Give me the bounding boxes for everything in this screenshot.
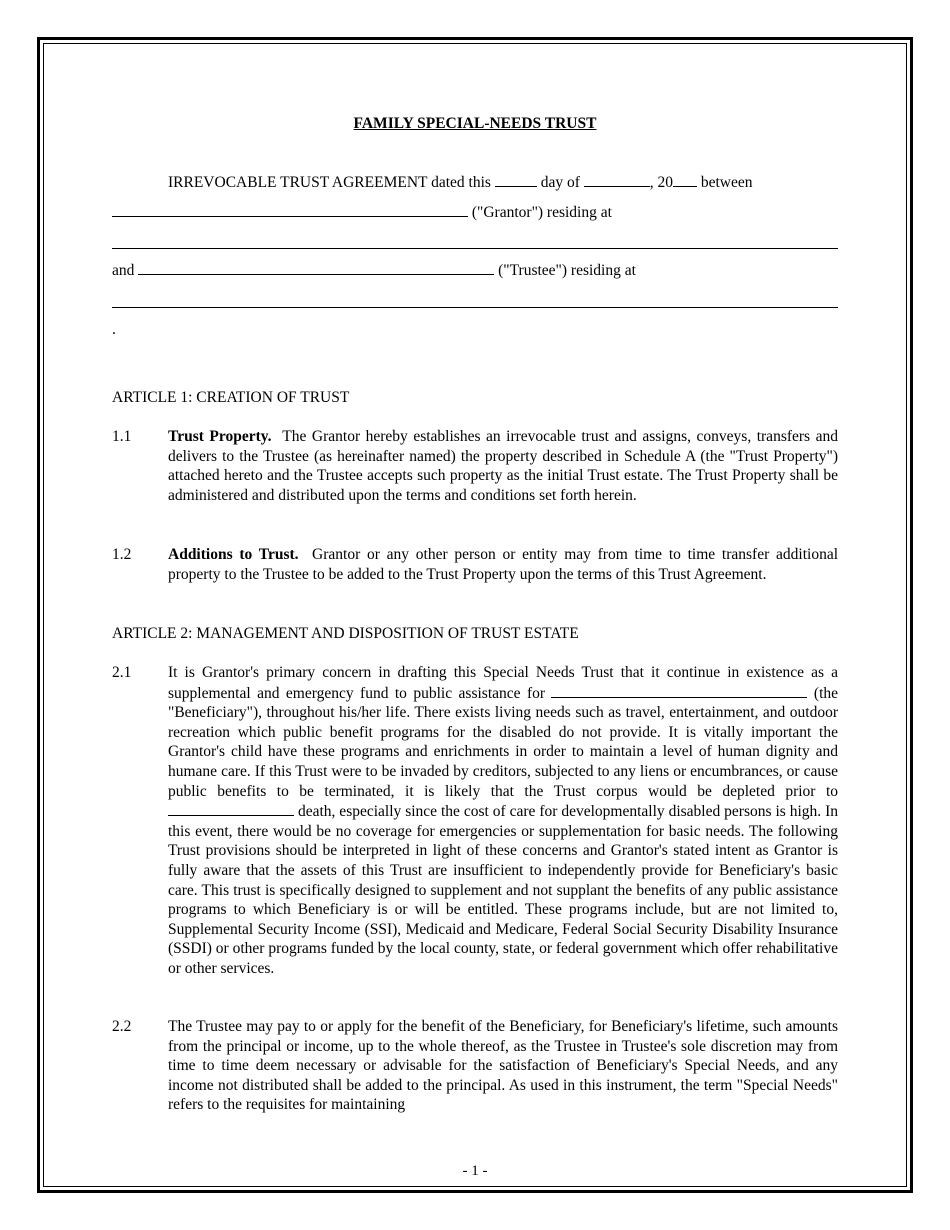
section-2-2-number: 2.2: [112, 1018, 132, 1035]
beneficiary-possessive-blank: [168, 801, 294, 816]
section-2-1: [168, 663, 838, 979]
section-2-2-text: The Trustee may pay to or apply for the benefit of the Beneficiary, for Beneficiary's lifetime, such amounts from the principal or income, up to the whole thereof, as the Trustee in Trustee's sole discretion may from time to time deem necessary or advisable for the satisfaction of Beneficiary's Special Needs, and any income not distributed shall be added to the principal. As used in this instrument, the term "Special Needs" refers to the requisites for maintaining: [168, 1018, 838, 1114]
section-2-1-text-b: (the "Beneficiary"), throughout his/her life. There exists living needs such as travel, entertainment, and outdoor recreation which public benefit programs for the disabled do not provide. It is vitally important the Grantor's child have these programs and enrichments in order to maintain a level of human dignity and humane care. If this Trust were to be invaded by creditors, subjected to any liens or encumbrances, or cause public benefits to be terminated, it is likely that the Trust corpus would be depleted prior to: [168, 684, 839, 800]
trustee-name-blank: [138, 260, 494, 275]
beneficiary-name-blank: [551, 683, 807, 698]
section-1-1: [168, 427, 838, 505]
section-1-1-title: Trust Property.: [168, 428, 272, 445]
period-mark: .: [112, 321, 116, 338]
trustee-suffix: ("Trustee") residing at: [498, 262, 636, 279]
intro-text-a: IRREVOCABLE TRUST AGREEMENT dated this: [168, 174, 491, 191]
section-1-2-number: 1.2: [112, 546, 132, 563]
section-2-1-text-c: death, especially since the cost of care for developmentally disabled persons is high. In this event, there would be no coverage for emergencies or supplementation for basic needs. The following Trust provisions should be interpreted in light of these concerns and Grantor's stated intent as Grantor is fully aware that the assets of this Trust are insufficient to independently provide for Beneficiary's basic care. This trust is specifically designed to supplement and not supplant the benefits of any public assistance programs to which Beneficiary is or will be entitled. These programs include, but are not limited to, Supplemental Security Income (SSI), Medicaid and Medicare, Federal Social Security Disability Insurance (SSDI) or other programs funded by the local county, state, or federal government which offer rehabilitative or other services.: [168, 803, 838, 977]
section-2-2: [168, 1017, 838, 1115]
trustee-address-line: [112, 307, 838, 308]
intro-text-d: between: [700, 174, 753, 191]
section-2-1-number: 2.1: [112, 664, 132, 681]
article-1-heading: ARTICLE 1: CREATION OF TRUST: [112, 389, 350, 406]
section-1-2-title: Additions to Trust.: [168, 546, 299, 563]
intro-line: [168, 172, 753, 193]
document-title: FAMILY SPECIAL-NEEDS TRUST: [353, 115, 597, 132]
grantor-line: [112, 202, 612, 223]
intro-text-b: day of: [540, 174, 580, 191]
section-2-1-text-a: It is Grantor's primary concern in drafting this Special Needs Trust that it continue in existence as a supplemental and emergency fund to public assistance for: [168, 664, 838, 702]
page-number: - 1 -: [462, 1163, 488, 1179]
year-blank: [673, 172, 697, 187]
and-label: and: [112, 262, 135, 279]
day-blank: [495, 172, 537, 187]
intro-text-c: , 20: [649, 174, 673, 191]
section-1-1-text: The Grantor hereby establishes an irrevocable trust and assigns, conveys, transfers and delivers to the Trustee (as hereinafter named) the property described in Schedule A (the "Trust Property") attached hereto and the Trustee accepts such property as the initial Trust estate. The Trust Property shall be administered and distributed upon the terms and conditions set forth herein.: [168, 428, 838, 504]
section-1-2: [168, 545, 838, 584]
grantor-address-line: [112, 248, 838, 249]
section-1-2-text: Grantor or any other person or entity may from time to time transfer additional property to the Trustee to be added to the Trust Property upon the terms of this Trust Agreement.: [168, 546, 839, 583]
article-2-heading: ARTICLE 2: MANAGEMENT AND DISPOSITION OF TRUST ESTATE: [112, 625, 579, 642]
grantor-name-blank: [112, 202, 468, 217]
month-blank: [584, 172, 650, 187]
trustee-line: [112, 260, 636, 281]
section-1-1-number: 1.1: [112, 428, 132, 445]
grantor-suffix: ("Grantor") residing at: [471, 204, 612, 221]
